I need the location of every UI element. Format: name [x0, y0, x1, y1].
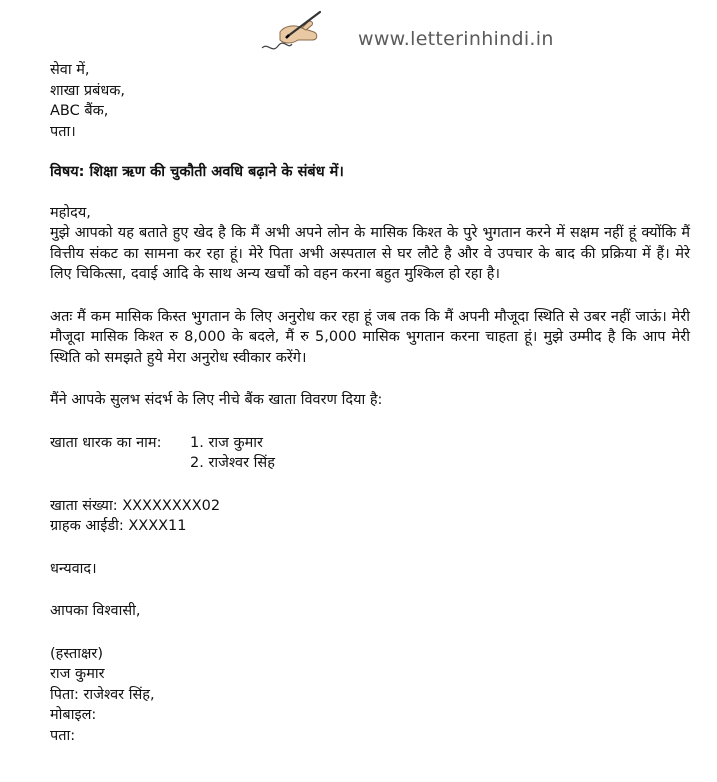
recipient-line: सेवा में, [50, 62, 90, 78]
sender-name: राज कुमार [50, 666, 105, 682]
sender-address: पता: [50, 727, 76, 744]
customer-id: ग्राहक आईडी: XXXX11 [50, 518, 187, 534]
sender-father: पिता: राजेश्वर सिंह, [50, 686, 155, 703]
recipient-line: पता। [50, 123, 76, 140]
site-header [0, 0, 717, 62]
letter-subject: विषय: शिक्षा ऋण की चुकौती अवधि बढ़ाने के संबंध में। [50, 164, 344, 180]
salutation: महोदय, [50, 204, 91, 221]
thanks: धन्यवाद। [50, 560, 97, 577]
hand-writing-with-pen-icon [258, 10, 324, 56]
recipient-line: शाखा प्रबंधक, [50, 82, 126, 99]
closing: आपका विश्वासी, [50, 603, 141, 619]
sender-mobile: मोबाइल: [50, 707, 97, 723]
signature-label: (हस्ताक्षर) [50, 645, 104, 662]
account-holder-list [190, 433, 275, 474]
account-holder-name: 1. राज कुमार [190, 434, 263, 451]
paragraph-1: मुझे आपको यह बताते हुए खेद है कि मैं अभी अपने लोन के मासिक किश्त के पुरे भुगतान करने में सक्षम नहीं हूं क्योंकि मैं वित्तीय संकट का सामना कर रहा हूं। मेरे पिता अभी अस्पताल से घर लौटे है और वे उपचार के बाद की प्रक्रिया में हैं। मेरे लिए चिकित्सा, दवाई आदि के साथ अन्य खर्चों को वहन करना बहुत मुश्किल हो रहा है। [50, 225, 690, 282]
site-url[interactable]: www.letterinhindi.in [358, 28, 554, 50]
bank-intro: मैंने आपके सुलभ संदर्भ के लिए नीचे बैंक खाता विवरण दिया है: [50, 392, 383, 408]
account-holder-name: 2. राजेश्वर सिंह [190, 455, 275, 471]
account-holder-label: खाता धारक का नाम: [50, 434, 162, 451]
paragraph-2: अतः मैं कम मासिक किस्त भुगतान के लिए अनुरोध कर रहा हूं जब तक कि मैं अपनी मौजूदा स्थिति से उबर नहीं जाऊं। मेरी मौजूदा मासिक किश्त रु 8,000 के बदले, मैं रु 5,000 मासिक भुगतान करना चाहता हूं। मुझे उम्मीद है कि आप मेरी स्थिति को समझते हुये मेरा अनुरोध स्वीकार करेंगे। [50, 308, 690, 366]
account-number: खाता संख्या: XXXXXXXX02 [50, 497, 221, 514]
recipient-line: ABC बैंक, [50, 103, 109, 119]
account-holder-row [50, 433, 690, 474]
letter-body [50, 60, 690, 746]
